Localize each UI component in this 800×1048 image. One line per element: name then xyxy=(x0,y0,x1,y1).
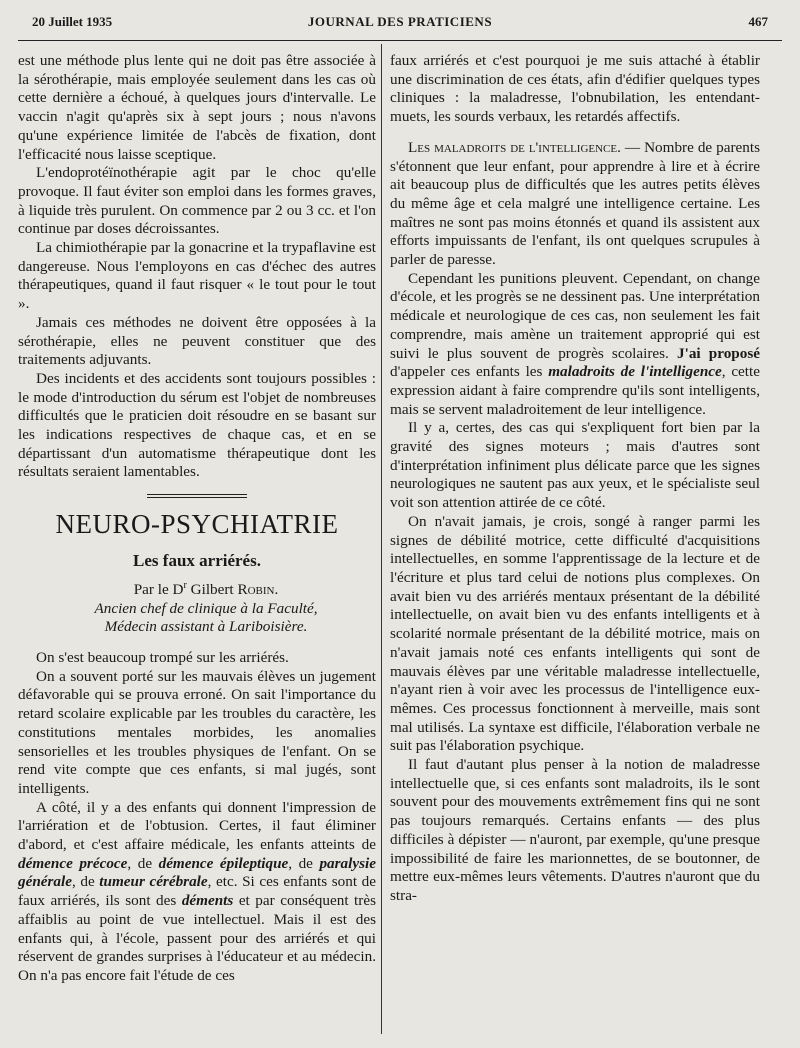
paragraph: faux arriérés et c'est pourquoi je me suis attaché à établir une discrimination de ces états, afin d'édifier quelques types cliniques : la maladresse, l'obnubilation, les entendant-muets, les sourds verbaux, les retardés affectifs. xyxy=(390,52,760,126)
paragraph: Il y a, certes, des cas qui s'expliquent fort bien par la gravité des signes moteurs ; mais d'autres sont d'interprétation infiniment plus délicate parce que les signes neurologiques ne sautent pas aux yeux, et le spécialiste seul voit son attention attirée de ce côté. xyxy=(390,419,760,512)
paragraph: Des incidents et des accidents sont toujours possibles : le mode d'introduction du sérum est l'objet de nombreuses difficultés que le praticien doit résoudre en se basant sur les indications respectives de chaque cas, et en se départissant d'un automatisme thérapeutique dont les résultats seraient lamentables. xyxy=(18,369,376,481)
paragraph: A côté, il y a des enfants qui donnent l'impression de l'arriération et de l'obtusion. Certes, il faut éliminer d'abord, et c'est affaire médicale, les enfants atteints de démence précoce, de démence épileptique, de paralysie générale, de tumeur cérébrale, etc. Si ces enfants sont de faux arriérés, ils sont des déments et par conséquent très affaiblis au point de vue intellectuel. Mais il est des enfants qui, à l'école, passent pour des arriérés et qui réservent de grandes surprises à l'éducateur et au médecin. On n'a pas encore fait l'étude de ces xyxy=(18,798,376,984)
page-header xyxy=(32,14,768,36)
article-title: Les faux arriérés. xyxy=(133,551,261,571)
paragraph: Il faut d'autant plus penser à la notion de maladresse intellectuelle que, si ces enfants sont maladroits, ils le sont souvent pour des mouvements extrêmement fins qui ne sont pas toujours remarqués. Certains enfants — des plus difficiles à dépister — n'auront, par exemple, qu'une presque impossibilité de faire les marionnettes, de se boutonner, de mettre eux-mêmes leurs vêtements. D'autres n'auront que du stra- xyxy=(390,756,760,904)
section-title: NEURO-PSYCHIATRIE xyxy=(55,509,339,540)
author-affiliation: Médecin assistant à Lariboisière. xyxy=(104,618,308,636)
paragraph: Cependant les punitions pleuvent. Cependant, on change d'école, et les progrès se ne dessinent pas. Une interprétation médicale et neurologique de ces cas, non seulement les fait comprendre, mais amène un traitement approprié qui est suivi le plus souvent de progrès scolaires. J'ai proposé d'appeler ces enfants les maladroits de l'intelligence, cette expression aidant à faire comprendre qu'ils sont intelligents, mais se servent maladroitement de leur intelligence. xyxy=(390,269,761,418)
paragraph: Les maladroits de l'intelligence. — Nombre de parents s'étonnent que leur enfant, pour apprendre à lire et à écrire ait beaucoup plus de difficultés que les autres petits élèves du même âge et cela malgré une intelligence certaine. Les maîtres ne sont pas moins étonnés et quand ils assistent aux efforts impuissants de l'enfant, ils ont quelques scrupules à parler de paresse. xyxy=(390,138,760,269)
paragraph: Jamais ces méthodes ne doivent être opposées à la sérothérapie, elles ne peuvent constituer que des traitements adjuvants. xyxy=(18,313,376,369)
right-column xyxy=(390,52,760,906)
header-date: 20 Juillet 1935 xyxy=(32,14,113,29)
paragraph-heading: Les maladroits de l'intelligence. xyxy=(408,138,621,156)
paragraph: L'endoprotéïnothérapie agit par le choc qu'elle provoque. Il faut éviter son emploi dans les formes graves, à liquide très purulent. On commence par 2 ou 3 cc. et l'on continue par doses décroissantes. xyxy=(18,164,376,238)
paragraph: On n'avait jamais, je crois, songé à ranger parmi les signes de débilité motrice, cette difficulté d'acquisitions intellectuelles, en somme l'apprentissage de la lecture et de l'écriture et plus tard celui de notions plus complexes. On avait bien vu des arriérés mentaux présentant de la débilité intellectuelle, on avait bien vu des enfants intelligents et à scolarité normale présentant de la débilité motrice, mais on n'avait jamais noté ces enfants intelligents qui sont de mauvais élèves par une véritable maladresse intellectuelle, n'ayant rien à voir avec les processus de l'intelligence eux-mêmes. Ces processus fonctionnent à merveille, mais sont mal utilisés. La syntaxe est difficile, l'élaboration verbale ne suit pas l'élaboration psychique. xyxy=(390,512,760,755)
section-rule xyxy=(147,494,247,498)
page-number: 467 xyxy=(748,14,768,29)
header-rule xyxy=(18,40,782,41)
paragraph: On a souvent porté sur les mauvais élèves un jugement défavorable qui se prouva erroné. On sait l'importance du retard scolaire explicable par les troubles du caractère, les constitutions mentales morbides, les anomalies sensorielles et les troubles physiques de l'enfant. On se rend vite compte que ces enfants, si mal jugés, sont intelligents. xyxy=(18,667,376,797)
journal-title: JOURNAL DES PRATICIENS xyxy=(307,14,493,29)
paragraph: On s'est beaucoup trompé sur les arriérés. xyxy=(36,649,289,667)
paragraph: La chimiothérapie par la gonacrine et la trypaflavine est dangereuse. Nous l'employons en cas d'échec des autres thérapeutiques, quand il faut risquer « le tout pour le tout ». xyxy=(18,239,376,313)
paragraph: est une méthode plus lente qui ne doit pas être associée à la sérothérapie, mais employée seulement dans les cas où cette dernière a échoué, à quelques jours d'intervalle. Le vaccin n'agit qu'après six à sept jours ; nous n'avons qu'une expérience limitée de l'abcès de fixation, dont l'efficacité nous laisse sceptique. xyxy=(18,52,376,163)
left-column xyxy=(18,52,376,986)
column-divider xyxy=(381,44,382,1034)
byline: Par le $D^r$ Gilbert Robin. xyxy=(133,579,279,598)
author-affiliation: Ancien chef de clinique à la Faculté, xyxy=(94,599,318,617)
